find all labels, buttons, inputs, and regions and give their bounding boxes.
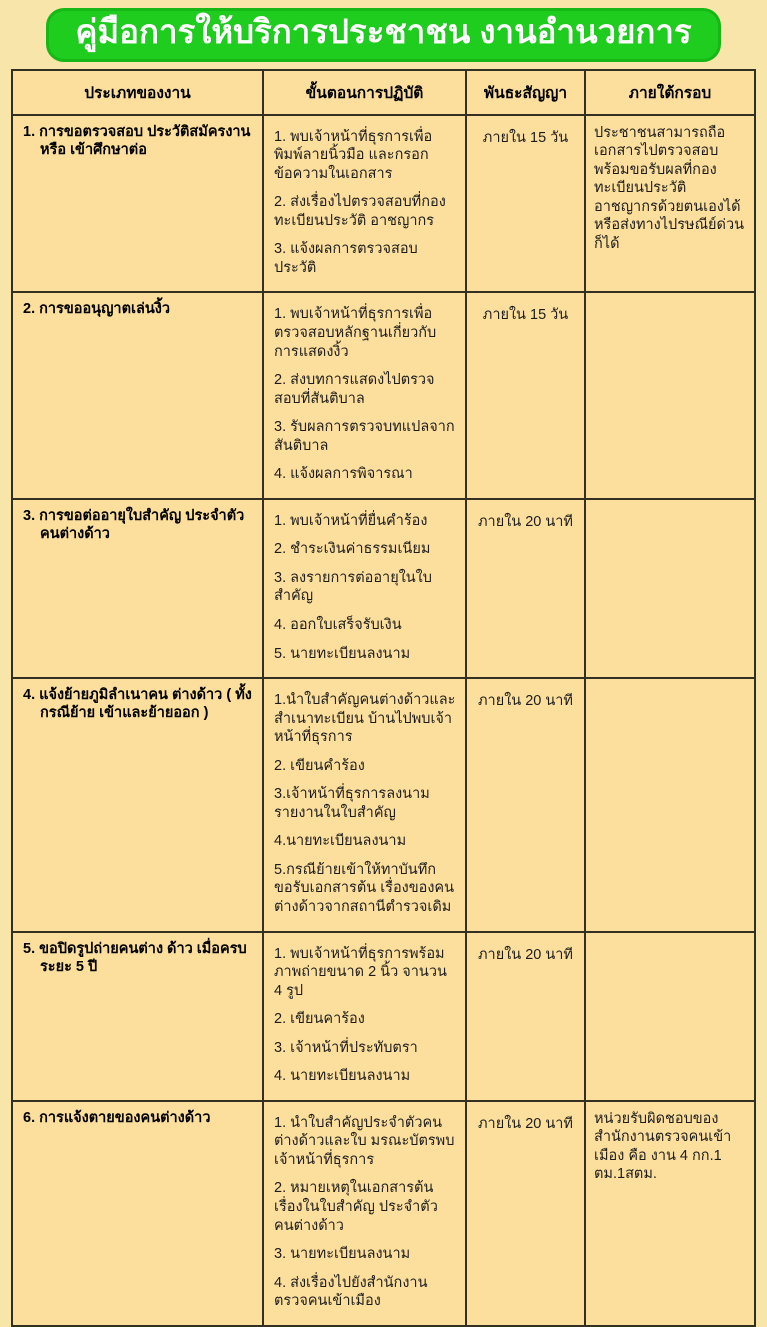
step-item: 2. ชำระเงินค่าธรรมเนียม: [274, 541, 431, 558]
table-row: [12, 932, 755, 1101]
step-item: 1. พบเจ้าหน้าที่ธุรการเพื่อตรวจสอบหลักฐานเกี่ยวกับการแสดงงิ้ว: [274, 306, 437, 360]
step-item: 3. แจ้งผลการตรวจสอบประวัติ: [274, 241, 418, 276]
step-item: 3. ลงรายการต่ออายุในใบสำคัญ: [274, 569, 432, 605]
work-type-label: 6. การแจ้งตายของคนต่างด้าว: [23, 1109, 211, 1126]
framework-cell: [585, 292, 755, 498]
framework-cell: ประชาชนสามารถถือเอกสารไปตรวจสอบพร้อมขอรับผลที่กองทะเบียนประวัติอาชญากรด้วยตนเองได้ หรือส่งทางไปรษณีย์ด่วนก็ได้: [585, 115, 755, 293]
col-header-work-type: ประเภทของงาน: [12, 70, 263, 115]
framework-cell: [585, 932, 755, 1101]
col-header-framework: ภายใต้กรอบ: [585, 70, 755, 115]
steps-cell: [263, 499, 466, 678]
step-item: 2. เขียนคาร้อง: [274, 1011, 365, 1028]
step-item: 5. นายทะเบียนลงนาม: [274, 645, 411, 662]
table-row: [12, 292, 755, 498]
commitment-cell: ภายใน 15 วัน: [466, 115, 585, 293]
steps-cell: [263, 1101, 466, 1326]
work-type-cell: [12, 499, 263, 678]
work-type-label: 1. การขอตรวจสอบ ประวัติสมัครงานหรือ เข้าศึกษาต่อ: [23, 123, 251, 158]
steps-cell: [263, 932, 466, 1101]
step-item: 4. แจ้งผลการพิจารณา: [274, 466, 413, 483]
work-type-label: 3. การขอต่ออายุใบสำคัญ ประจำตัวคนต่างด้าว: [23, 507, 245, 542]
step-item: 2. เขียนคำร้อง: [274, 757, 365, 774]
step-item: 2. ส่งบทการแสดงไปตรวจสอบที่สันติบาล: [274, 372, 435, 407]
step-item: 1. พบเจ้าหน้าที่ยื่นคำร้อง: [274, 512, 428, 529]
step-item: 4.นายทะเบียนลงนาม: [274, 833, 407, 850]
commitment-cell: ภายใน 20 นาที: [466, 1101, 585, 1326]
col-header-commitment: พันธะสัญญา: [466, 70, 585, 115]
table-row: [12, 115, 755, 293]
step-item: 4. ส่งเรื่องไปยังสำนักงานตรวจคนเข้าเมือง: [274, 1274, 428, 1310]
table-row: [12, 1101, 755, 1326]
framework-cell: [585, 499, 755, 678]
step-item: 3.เจ้าหน้าที่ธุรการลงนามรายงานในใบสำคัญ: [274, 786, 430, 821]
page-title: คู่มือการให้บริการประชาชน งานอำนวยการ: [75, 13, 692, 50]
title-banner: [46, 8, 720, 62]
steps-cell: [263, 292, 466, 498]
step-item: 3. รับผลการตรวจบทแปลจากสันติบาล: [274, 419, 455, 454]
commitment-cell: ภายใน 20 นาที: [466, 932, 585, 1101]
commitment-cell: ภายใน 15 วัน: [466, 292, 585, 498]
framework-cell: หน่วยรับผิดชอบของสำนักงานตรวจคนเข้าเมือง คือ งาน 4 กก.1 ตม.1สตม.: [585, 1101, 755, 1326]
table-row: [12, 499, 755, 678]
step-item: 4. นายทะเบียนลงนาม: [274, 1068, 411, 1085]
work-type-cell: [12, 932, 263, 1101]
steps-cell: [263, 678, 466, 931]
commitment-cell: ภายใน 20 นาที: [466, 499, 585, 678]
step-item: 1.นำใบสำคัญคนต่างด้าวและสำเนาทะเบียน บ้านไปพบเจ้าหน้าที่ธุรการ: [274, 692, 456, 746]
commitment-cell: ภายใน 20 นาที: [466, 678, 585, 931]
work-type-label: 4. แจ้งย้ายภูมิลำเนาคน ต่างด้าว ( ทั้งกรณีย้าย เข้าและย้ายออก ): [23, 687, 252, 722]
step-item: 1. พบเจ้าหน้าที่ธุรการพร้อมภาพถ่ายขนาด 2 นิ้ว จานวน 4 รูป: [274, 945, 447, 999]
work-type-label: 5. ขอปิดรูปถ่ายคนต่าง ด้าว เมื่อครบ ระยะ 5 ปี: [23, 940, 247, 975]
step-item: 2. หมายเหตุในเอกสารต้นเรื่องในใบสำคัญ ประจำตัวคนต่างด้าว: [274, 1180, 438, 1234]
steps-cell: [263, 115, 466, 293]
service-table: [11, 69, 756, 1327]
step-item: 4. ออกใบเสร็จรับเงิน: [274, 616, 402, 633]
step-item: 1. พบเจ้าหน้าที่ธุรการเพื่อพิมพ์ลายนิ้วมือ และกรอกข้อความในเอกสาร: [274, 128, 433, 182]
framework-cell: [585, 678, 755, 931]
col-header-procedure: ขั้นตอนการปฏิบัติ: [263, 70, 466, 115]
header-row: [12, 70, 755, 115]
work-type-cell: [12, 678, 263, 931]
table-row: [12, 678, 755, 931]
work-type-cell: [12, 115, 263, 293]
step-item: 5.กรณีย้ายเข้าให้ทาบันทึกขอรับเอกสารต้น เรื่องของคนต่างด้าวจากสถานีตำรวจเดิม: [274, 861, 455, 915]
work-type-label: 2. การขออนุญาตเล่นงิ้ว: [23, 301, 170, 318]
step-item: 3. เจ้าหน้าที่ประทับตรา: [274, 1039, 418, 1056]
work-type-cell: [12, 292, 263, 498]
step-item: 2. ส่งเรื่องไปตรวจสอบที่กองทะเบียนประวัติ อาชญากร: [274, 194, 446, 229]
step-item: 1. นำใบสำคัญประจำตัวคนต่างด้าวและใบ มรณะบัตรพบเจ้าหน้าที่ธุรการ: [274, 1114, 455, 1168]
step-item: 3. นายทะเบียนลงนาม: [274, 1246, 411, 1263]
work-type-cell: [12, 1101, 263, 1326]
